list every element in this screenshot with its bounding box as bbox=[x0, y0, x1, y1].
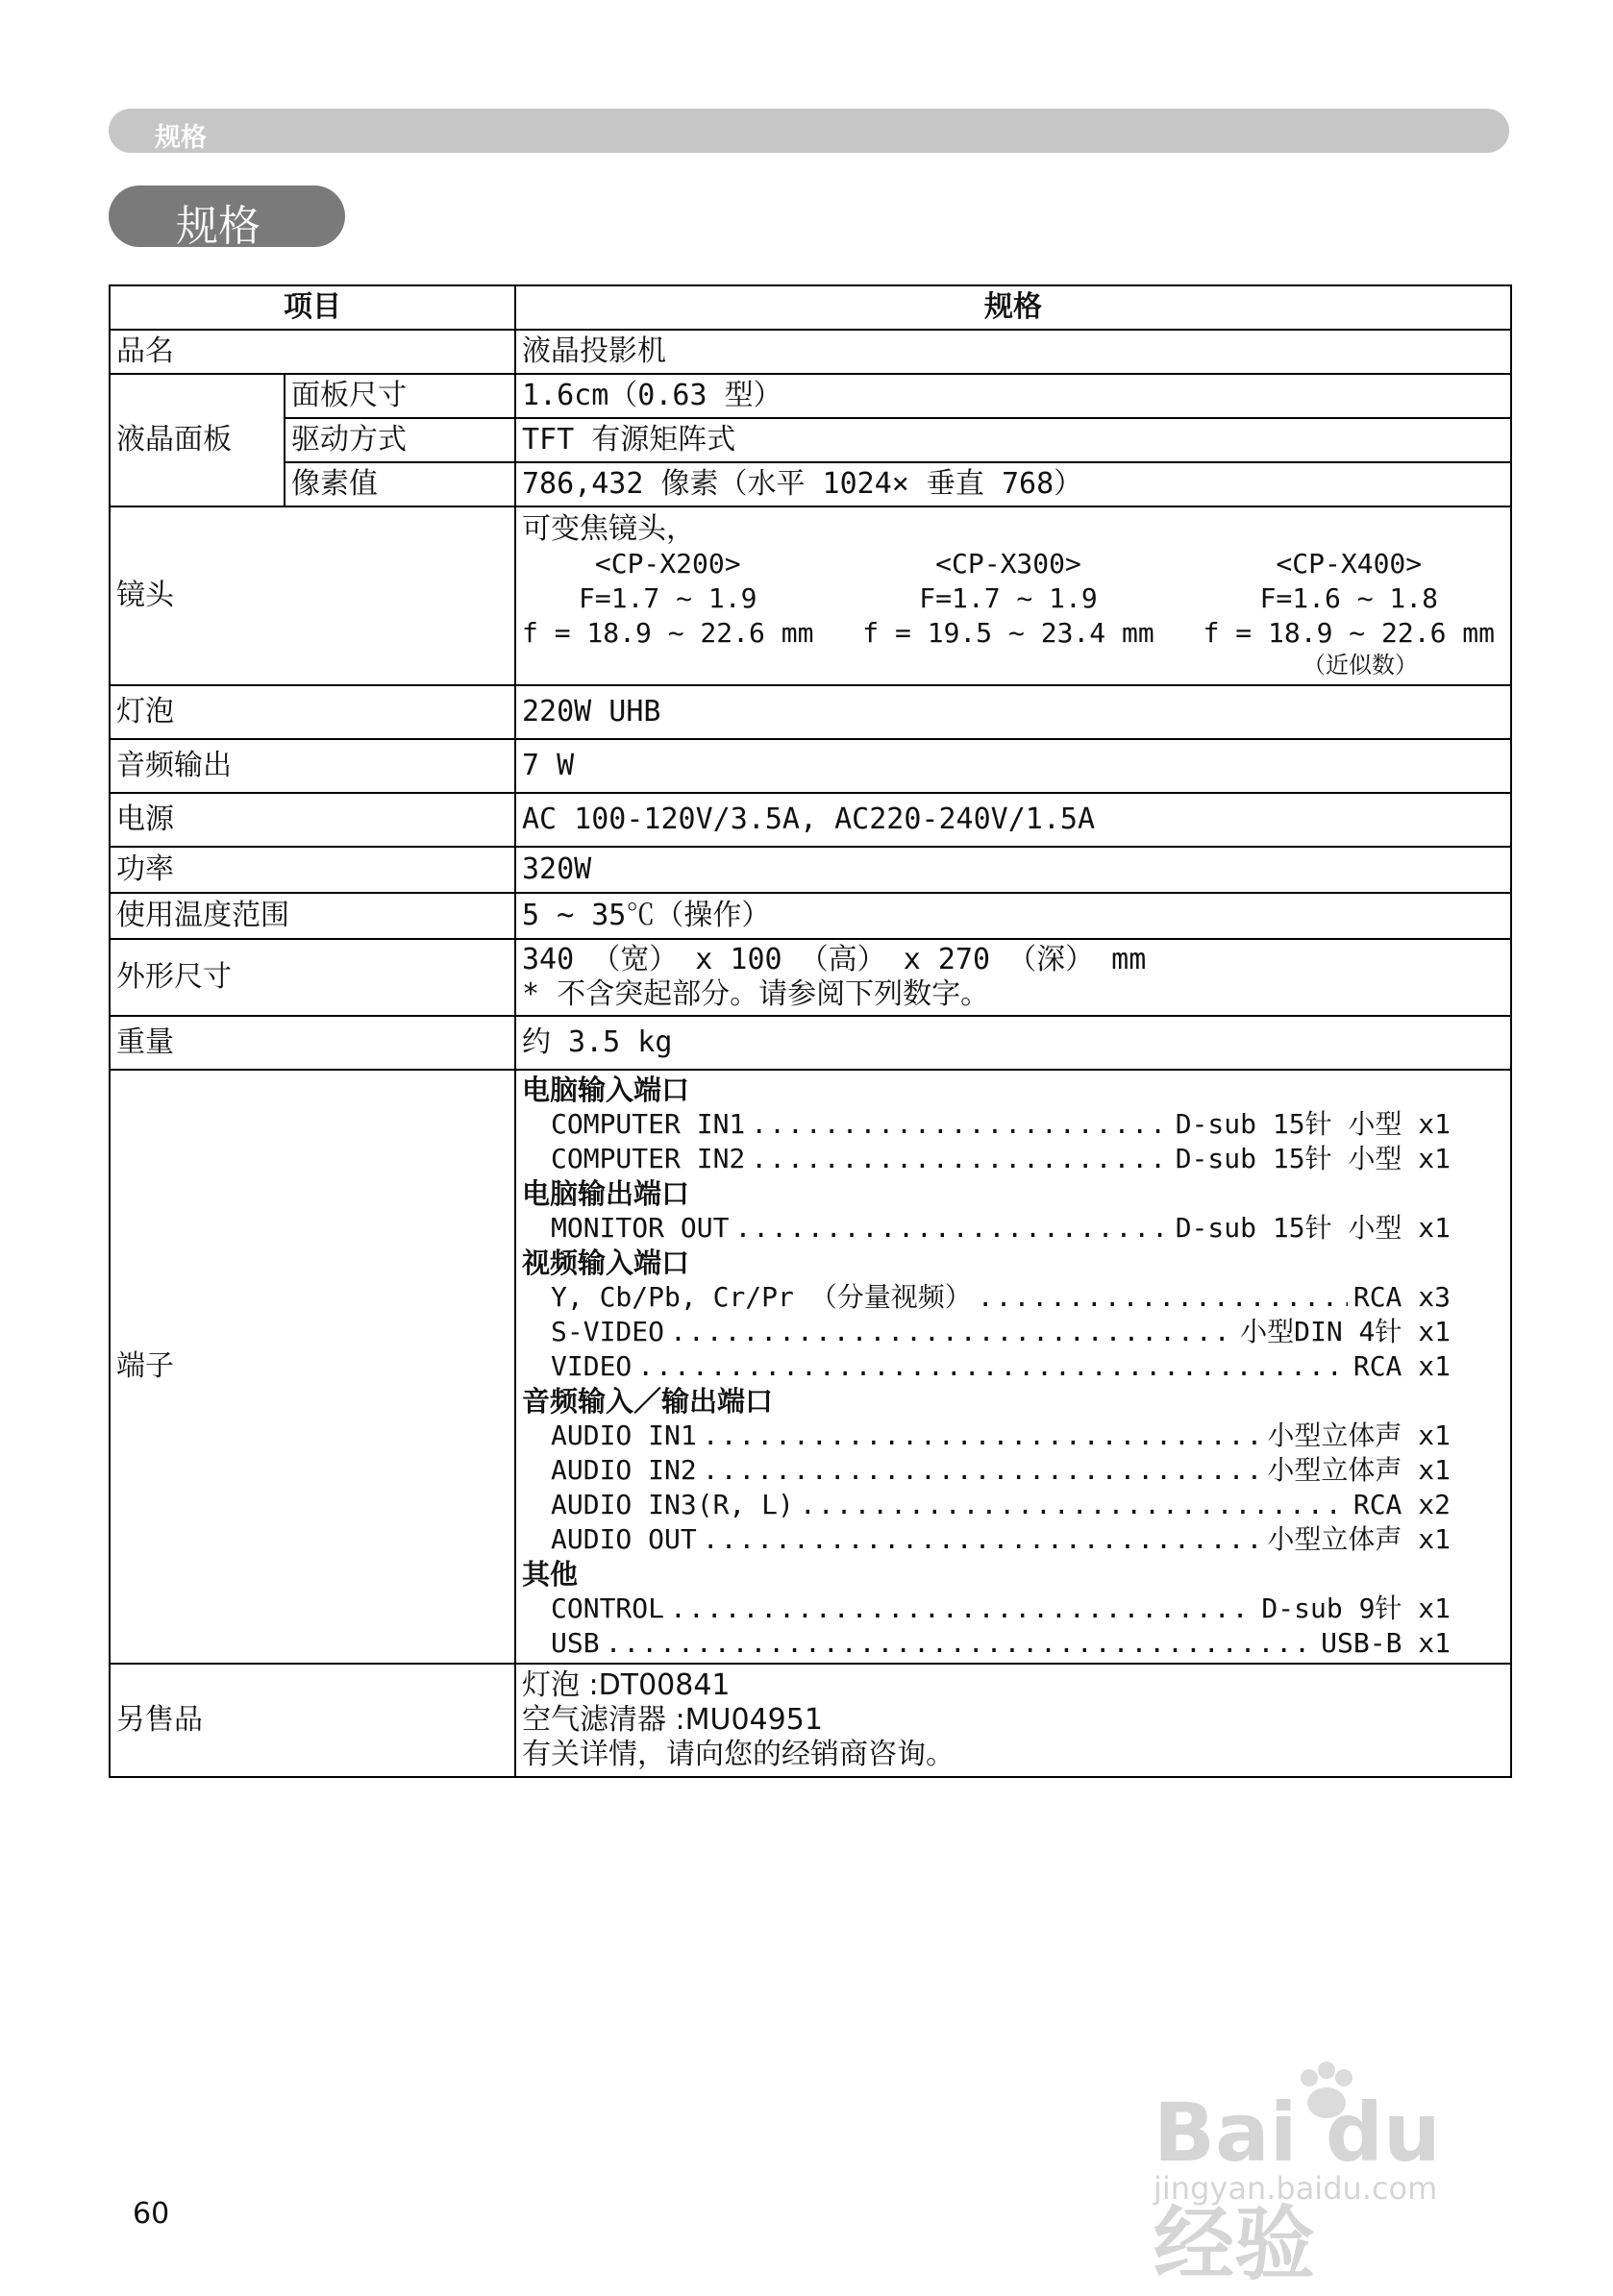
leader-dots bbox=[734, 1211, 1169, 1246]
row-lamp bbox=[110, 685, 1511, 739]
lens-model bbox=[522, 547, 813, 651]
lens-models bbox=[522, 547, 1504, 651]
watermark-url: jingyan.baidu.com bbox=[1154, 2170, 1438, 2207]
row-value: 320W bbox=[515, 847, 1511, 893]
lens-f-number: F=1.6 ~ 1.8 bbox=[1259, 582, 1438, 614]
row-label: 音频输出 bbox=[110, 739, 515, 793]
leader-dots bbox=[703, 1419, 1262, 1453]
row-audio-output bbox=[110, 739, 1511, 793]
terminal-group-heading: 电脑输入端口 bbox=[522, 1074, 690, 1106]
lens-focal: f = 18.9 ~ 22.6 mm bbox=[522, 617, 814, 649]
sub-label: 面板尺寸 bbox=[285, 374, 515, 418]
lens-focal: f = 19.5 ~ 23.4 mm bbox=[862, 617, 1154, 649]
terminal-name: CONTROL bbox=[551, 1592, 665, 1624]
row-power-consumption bbox=[110, 847, 1511, 893]
leader-dots bbox=[800, 1488, 1348, 1522]
terminal-name: Y, Cb/Pb, Cr/Pr （分量视频） bbox=[551, 1281, 972, 1313]
page-title: 规格 bbox=[176, 202, 261, 251]
row-temperature bbox=[110, 893, 1511, 939]
sub-label: 像素值 bbox=[285, 462, 515, 506]
terminal-spec: 小型DIN 4针 x1 bbox=[1240, 1316, 1451, 1347]
optional-line-3: 有关详情，请向您的经销商咨询。 bbox=[522, 1738, 955, 1771]
page-number: 60 bbox=[133, 2197, 170, 2231]
row-value: 7 W bbox=[515, 739, 1511, 793]
row-value: AC 100-120V/3.5A, AC220-240V/1.5A bbox=[515, 793, 1511, 847]
terminal-spec: D-sub 15针 小型 x1 bbox=[1175, 1143, 1451, 1174]
leader-dots bbox=[703, 1453, 1262, 1488]
terminal-item bbox=[522, 1488, 1504, 1522]
lens-note: （近似数） bbox=[1303, 652, 1418, 679]
leader-dots bbox=[637, 1349, 1348, 1384]
terminal-spec: D-sub 9针 x1 bbox=[1261, 1592, 1451, 1624]
terminal-name: USB bbox=[551, 1627, 600, 1659]
row-terminals bbox=[110, 1070, 1511, 1664]
terminal-item bbox=[522, 1211, 1504, 1246]
row-label: 灯泡 bbox=[110, 685, 515, 739]
terminal-spec: USB-B x1 bbox=[1321, 1627, 1451, 1659]
terminal-spec: 小型立体声 x1 bbox=[1267, 1454, 1451, 1486]
row-value bbox=[515, 1070, 1511, 1664]
leader-dots bbox=[670, 1315, 1234, 1349]
dimensions-line-2: * 不含突起部分。请参阅下列数字。 bbox=[522, 977, 990, 1011]
terminal-item bbox=[522, 1142, 1504, 1176]
row-value: 786,432 像素（水平 1024× 垂直 768） bbox=[515, 462, 1511, 506]
leader-dots bbox=[606, 1626, 1316, 1661]
optional-line-2: 空气滤清器 :MU04951 bbox=[522, 1703, 823, 1737]
lens-intro: 可变焦镜头， bbox=[522, 512, 695, 546]
lens-model-name: <CP-X400> bbox=[1276, 548, 1423, 580]
table-header-row bbox=[110, 285, 1511, 330]
row-value: 1.6cm（0.63 型） bbox=[515, 374, 1511, 418]
row-value: 液晶投影机 bbox=[515, 330, 1511, 374]
row-lens bbox=[110, 506, 1511, 685]
leader-dots bbox=[751, 1142, 1169, 1176]
section-header-bar bbox=[109, 109, 1509, 153]
leader-dots bbox=[670, 1592, 1255, 1626]
terminal-name: COMPUTER IN2 bbox=[551, 1143, 746, 1174]
row-label: 电源 bbox=[110, 793, 515, 847]
terminal-name: AUDIO IN2 bbox=[551, 1454, 697, 1486]
row-lcd-drive bbox=[110, 418, 1511, 462]
row-label: 另售品 bbox=[110, 1664, 515, 1777]
lens-model bbox=[1204, 547, 1495, 651]
terminal-item bbox=[522, 1349, 1504, 1384]
terminal-name: AUDIO IN3(R, L) bbox=[551, 1489, 794, 1520]
terminal-item bbox=[522, 1107, 1504, 1142]
page-title-pill bbox=[109, 185, 345, 251]
header-item: 项目 bbox=[110, 285, 515, 330]
header-spec: 规格 bbox=[515, 285, 1511, 330]
terminal-item bbox=[522, 1419, 1504, 1453]
terminal-name: MONITOR OUT bbox=[551, 1212, 730, 1244]
lens-f-number: F=1.7 ~ 1.9 bbox=[579, 582, 757, 614]
row-value: 5 ~ 35℃（操作） bbox=[515, 893, 1511, 939]
leader-dots bbox=[978, 1280, 1348, 1315]
terminal-name: VIDEO bbox=[551, 1350, 633, 1382]
terminal-item bbox=[522, 1315, 1504, 1349]
row-lcd-panel-size bbox=[110, 374, 1511, 418]
terminal-spec: RCA x1 bbox=[1352, 1350, 1451, 1382]
lens-model-name: <CP-X300> bbox=[935, 548, 1081, 580]
lens-f-number: F=1.7 ~ 1.9 bbox=[919, 582, 1098, 614]
row-weight bbox=[110, 1016, 1511, 1070]
terminal-name: COMPUTER IN1 bbox=[551, 1108, 746, 1140]
terminal-item bbox=[522, 1522, 1504, 1557]
terminal-spec: RCA x3 bbox=[1352, 1281, 1451, 1313]
terminal-group-heading: 视频输入端口 bbox=[522, 1247, 690, 1279]
row-label: 功率 bbox=[110, 847, 515, 893]
row-power-supply bbox=[110, 793, 1511, 847]
sub-label: 驱动方式 bbox=[285, 418, 515, 462]
lens-focal: f = 18.9 ~ 22.6 mm bbox=[1203, 617, 1495, 649]
row-value bbox=[515, 939, 1511, 1016]
terminal-spec: 小型立体声 x1 bbox=[1267, 1420, 1451, 1451]
row-label: 端子 bbox=[110, 1070, 515, 1664]
terminal-spec: RCA x2 bbox=[1352, 1489, 1451, 1520]
row-label: 外形尺寸 bbox=[110, 939, 515, 1016]
row-label: 重量 bbox=[110, 1016, 515, 1070]
row-value bbox=[515, 506, 1511, 685]
leader-dots bbox=[703, 1522, 1262, 1557]
terminal-group-heading: 其他 bbox=[522, 1558, 579, 1591]
row-label: 液晶面板 bbox=[110, 374, 285, 506]
row-value: 约 3.5 kg bbox=[515, 1016, 1511, 1070]
row-optional-parts bbox=[110, 1664, 1511, 1777]
terminal-item bbox=[522, 1626, 1504, 1661]
lens-model bbox=[862, 547, 1154, 651]
row-label: 使用温度范围 bbox=[110, 893, 515, 939]
terminal-name: AUDIO OUT bbox=[551, 1523, 697, 1555]
terminal-group-heading: 音频输入／输出端口 bbox=[522, 1385, 774, 1418]
watermark bbox=[1144, 2057, 1528, 2291]
leader-dots bbox=[751, 1107, 1169, 1142]
terminal-spec: 小型立体声 x1 bbox=[1267, 1523, 1451, 1555]
dimensions-line-1: 340 （宽） x 100 （高） x 270 （深） mm bbox=[522, 943, 1147, 976]
spec-table bbox=[109, 284, 1512, 1778]
terminal-name: S-VIDEO bbox=[551, 1316, 665, 1347]
row-lcd-pixels bbox=[110, 462, 1511, 506]
row-product-name bbox=[110, 330, 1511, 374]
terminal-group-heading: 电脑输出端口 bbox=[522, 1177, 690, 1210]
optional-line-1: 灯泡 :DT00841 bbox=[522, 1668, 731, 1702]
terminal-name: AUDIO IN1 bbox=[551, 1420, 697, 1451]
terminal-item bbox=[522, 1280, 1504, 1315]
terminal-spec: D-sub 15针 小型 x1 bbox=[1175, 1212, 1451, 1244]
row-label: 镜头 bbox=[110, 506, 515, 685]
watermark-brand: Bai du 经验 bbox=[1154, 2086, 1441, 2291]
row-value bbox=[515, 1664, 1511, 1777]
terminal-spec: D-sub 15针 小型 x1 bbox=[1175, 1108, 1451, 1140]
row-label: 品名 bbox=[110, 330, 515, 374]
row-value: TFT 有源矩阵式 bbox=[515, 418, 1511, 462]
section-header-label: 规格 bbox=[155, 123, 207, 153]
terminal-item bbox=[522, 1592, 1504, 1626]
row-dimensions bbox=[110, 939, 1511, 1016]
row-value: 220W UHB bbox=[515, 685, 1511, 739]
terminal-item bbox=[522, 1453, 1504, 1488]
lens-model-name: <CP-X200> bbox=[594, 548, 741, 580]
